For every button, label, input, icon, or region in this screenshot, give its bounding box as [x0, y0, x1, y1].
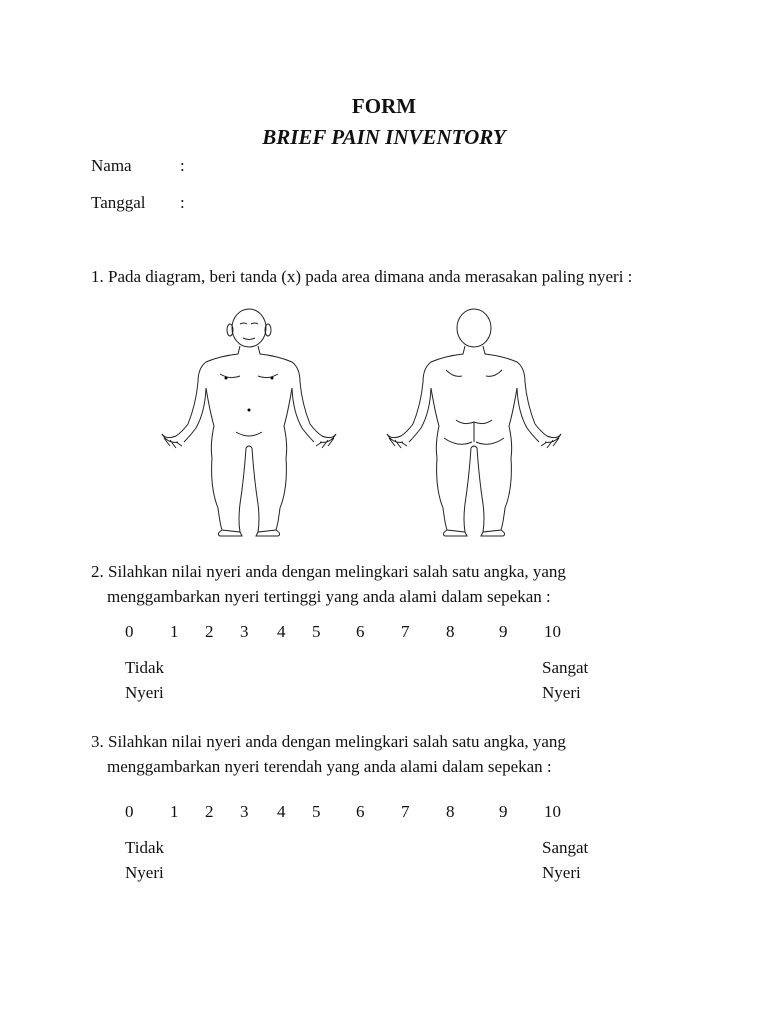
field-label-nama: Nama: [91, 156, 132, 175]
scale-lowest-min-label-1: Tidak: [125, 838, 165, 857]
scale-lowest-4[interactable]: 4: [277, 802, 286, 821]
scale-lowest-0[interactable]: 0: [125, 802, 134, 821]
scale-highest-max-label-1: Sangat: [542, 658, 589, 677]
scale-highest-min-label-2: Nyeri: [125, 683, 164, 702]
scale-lowest-7[interactable]: 7: [401, 802, 410, 821]
scale-highest-8[interactable]: 8: [446, 622, 455, 641]
scale-lowest-min-label-2: Nyeri: [125, 863, 164, 882]
scale-lowest-3[interactable]: 3: [240, 802, 249, 821]
scale-lowest-6[interactable]: 6: [356, 802, 365, 821]
scale-highest-9[interactable]: 9: [499, 622, 508, 641]
scale-lowest-5[interactable]: 5: [312, 802, 321, 821]
scale-highest-2[interactable]: 2: [205, 622, 214, 641]
question-2-line-2: menggambarkan nyeri tertinggi yang anda alami dalam sepekan :: [107, 587, 551, 606]
scale-lowest-max-label-2: Nyeri: [542, 863, 581, 882]
scale-highest-7[interactable]: 7: [401, 622, 410, 641]
scale-lowest-8[interactable]: 8: [446, 802, 455, 821]
scale-highest-0[interactable]: 0: [125, 622, 134, 641]
scale-lowest-9[interactable]: 9: [499, 802, 508, 821]
scale-highest-1[interactable]: 1: [170, 622, 179, 641]
question-1-text: 1. Pada diagram, beri tanda (x) pada area dimana anda merasakan paling nyeri :: [91, 267, 633, 286]
scale-lowest-1[interactable]: 1: [170, 802, 179, 821]
scale-highest-5[interactable]: 5: [312, 622, 321, 641]
field-colon-nama: :: [180, 156, 185, 175]
body-diagram-front[interactable]: [158, 308, 340, 540]
field-colon-tanggal: :: [180, 193, 185, 212]
scale-highest-4[interactable]: 4: [277, 622, 286, 641]
scale-highest-6[interactable]: 6: [356, 622, 365, 641]
scale-highest-10[interactable]: 10: [544, 622, 561, 641]
scale-lowest-2[interactable]: 2: [205, 802, 214, 821]
question-3-line-1: 3. Silahkan nilai nyeri anda dengan melingkari salah satu angka, yang: [91, 732, 566, 751]
scale-highest-max-label-2: Nyeri: [542, 683, 581, 702]
scale-highest-min-label-1: Tidak: [125, 658, 165, 677]
question-2-line-1: 2. Silahkan nilai nyeri anda dengan melingkari salah satu angka, yang: [91, 562, 566, 581]
scale-lowest-10[interactable]: 10: [544, 802, 561, 821]
body-diagram-back[interactable]: [384, 308, 564, 540]
question-3-line-2: menggambarkan nyeri terendah yang anda alami dalam sepekan :: [107, 757, 552, 776]
form-title: FORM: [351, 94, 417, 118]
field-label-tanggal: Tanggal: [91, 193, 146, 212]
form-subtitle: BRIEF PAIN INVENTORY: [262, 125, 506, 149]
scale-highest-3[interactable]: 3: [240, 622, 249, 641]
scale-lowest-max-label-1: Sangat: [542, 838, 589, 857]
